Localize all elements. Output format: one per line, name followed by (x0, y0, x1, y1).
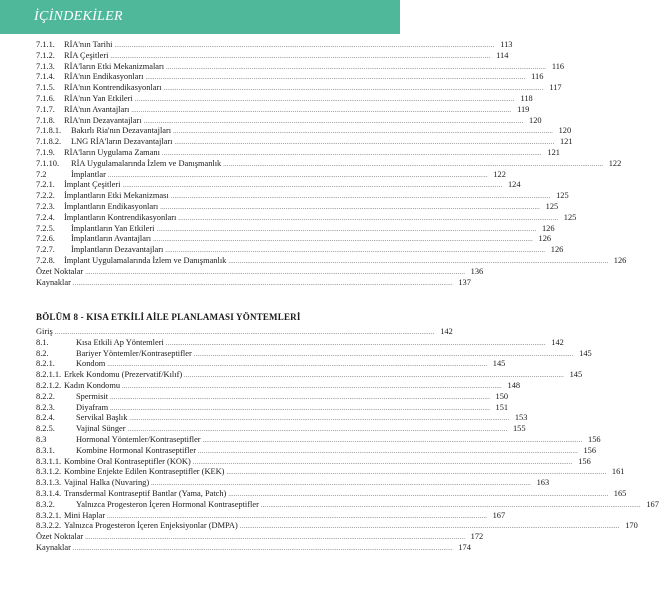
toc-entry-title: Kadın Kondomu (64, 380, 121, 390)
chapter-heading: BÖLÜM 8 - KISA ETKİLİ AİLE PLANLAMASI YÖNTEMLERİ (36, 312, 301, 322)
toc-dot-leader: ........................................................................................................................................................................................................ (107, 172, 488, 179)
toc-dot-leader: ........................................................................................................................................................................................................ (226, 470, 607, 477)
toc-dot-leader: ........................................................................................................................................................................................................ (193, 351, 574, 358)
toc-entry-number: 7.2.2. (36, 191, 55, 201)
toc-entry-title: RİA'nın Endikasyonları (64, 72, 144, 82)
toc-entry-page: 142 (551, 337, 564, 347)
toc-dot-leader: ........................................................................................................................................................................................................ (107, 362, 488, 369)
toc-entry-title: RİA'nın Avantajları (64, 104, 130, 114)
toc-entry-title: Diyafram (76, 402, 109, 412)
toc-entry-page: 121 (547, 147, 560, 157)
toc-entry-title: Bakırlı Ria'nın Dezavantajları (71, 126, 172, 136)
toc-entry-page: 120 (558, 126, 572, 136)
toc-entry-number: 8.2.5. (36, 424, 55, 434)
toc-entry[interactable] (36, 126, 572, 137)
toc-dot-leader: ........................................................................................................................................................................................................ (72, 545, 453, 552)
toc-entry-title: İmplant Çeşitleri (64, 180, 121, 190)
toc-entry-title: İmplantların Yan Etkileri (71, 223, 155, 233)
toc-entry-title: İmplant Uygulamalarında İzlem ve Danışmanlık (64, 255, 227, 265)
toc-dot-leader: ........................................................................................................................................................................................................ (170, 194, 551, 201)
toc-entry[interactable] (36, 424, 526, 435)
toc-entry-page: 113 (500, 40, 513, 49)
toc-entry[interactable] (36, 337, 564, 349)
toc-entry-number: 8.2.4. (36, 413, 55, 423)
toc-entry-page: 156 (578, 456, 591, 466)
toc-entry[interactable] (36, 370, 583, 381)
toc-entry-title: Yalnızca Progesteron İçeren Enjeksiyonlar (DMPA) (64, 521, 238, 531)
toc-entry[interactable] (36, 380, 521, 392)
toc-entry-title: Hormonal Yöntemler/Kontraseptifler (76, 434, 201, 444)
toc-dot-leader: ........................................................................................................................................................................................................ (163, 86, 544, 93)
toc-entry-number: 7.2.4. (36, 212, 55, 222)
toc-entry-number: 8.2.1. (36, 359, 55, 369)
toc-entry-number: 7.1.8. (36, 115, 55, 125)
toc-dot-leader: ........................................................................................................................................................................................................ (127, 427, 508, 434)
toc-dot-leader: ........................................................................................................................................................................................................ (85, 535, 466, 542)
toc-entry[interactable] (36, 277, 471, 289)
toc-entry-number: 7.1.1. (36, 40, 55, 49)
toc-entry[interactable] (36, 266, 484, 278)
toc-entry[interactable] (36, 348, 592, 360)
toc-entry[interactable] (36, 212, 577, 224)
toc-entry-title: LNG RİA'ların Dezavantajları (71, 137, 173, 147)
toc-entry-title: RİA Çeşitleri (64, 50, 109, 60)
toc-entry[interactable] (36, 50, 509, 62)
toc-entry-page: 117 (549, 83, 562, 93)
toc-entry-page: 145 (492, 359, 506, 369)
toc-entry-page: 174 (458, 542, 471, 552)
toc-entry[interactable] (36, 137, 573, 148)
toc-dot-leader: ........................................................................................................................................................................................................ (151, 481, 532, 488)
toc-entry-title: İmplantların Dezavantajları (71, 245, 164, 255)
toc-entry-number: 7.2.7. (36, 245, 55, 255)
toc-entry-page: 122 (608, 158, 622, 168)
toc-entry-title: Kombine Oral Kontraseptifler (KOK) (64, 456, 191, 466)
toc-entry[interactable] (36, 255, 627, 267)
toc-entry[interactable] (36, 478, 550, 489)
toc-entry-title: Kondom (76, 359, 106, 369)
toc-entry[interactable] (36, 180, 521, 191)
toc-entry-title: Özet Noktalar (36, 532, 84, 542)
toc-entry-page: 151 (495, 402, 509, 412)
toc-entry-page: 118 (520, 93, 533, 103)
toc-entry-number: 7.1.10. (36, 158, 60, 168)
toc-entry-title: Vajinal Halka (Nuvaring) (64, 478, 150, 488)
toc-dot-leader: ........................................................................................................................................................................................................ (122, 383, 503, 390)
toc-entry-number: 7.1.2. (36, 50, 55, 60)
toc-entry-page: 153 (514, 413, 528, 423)
toc-entry-number: 8.1. (36, 337, 49, 347)
toc-entry-page: 165 (613, 488, 627, 498)
toc-entry-number: 7.2.5. (36, 223, 55, 233)
toc-entry[interactable] (36, 201, 559, 213)
toc-entry-page: 145 (579, 348, 592, 358)
toc-entry[interactable] (36, 327, 453, 338)
toc-entry-number: 7.1.3. (36, 61, 55, 71)
toc-entry-page: 148 (507, 380, 521, 390)
toc-entry-title: Bariyer Yöntemler/Kontraseptifler (76, 348, 192, 358)
toc-entry-title: Kombine Hormonal Kontraseptifler (76, 445, 197, 455)
toc-entry-number: 8.2.1.2. (36, 380, 62, 390)
toc-entry-number: 7.1.4. (36, 72, 55, 82)
toc-entry[interactable] (36, 434, 601, 446)
toc-dot-leader: ........................................................................................................................................................................................................ (165, 248, 546, 255)
toc-dot-leader: ........................................................................................................................................................................................................ (110, 53, 491, 60)
toc-entry-title: Kombine Enjekte Edilen Kontraseptifler (KEK) (64, 467, 225, 477)
toc-entry-page: 167 (492, 510, 506, 520)
toc-entry[interactable] (36, 245, 564, 256)
toc-entry-number: 7.2.3. (36, 201, 55, 211)
toc-dot-leader: ........................................................................................................................................................................................................ (198, 448, 579, 455)
toc-entry[interactable] (36, 115, 542, 127)
toc-entry-number: 8.3.1.4. (36, 488, 62, 498)
toc-entry[interactable] (36, 40, 513, 51)
toc-entry[interactable] (36, 456, 591, 468)
toc-entry-page: 170 (625, 521, 638, 531)
toc-dot-leader: ........................................................................................................................................................................................................ (156, 226, 537, 233)
toc-entry-page: 150 (495, 391, 509, 401)
toc-dot-leader: ........................................................................................................................................................................................................ (110, 394, 491, 401)
toc-entry-title: Vajinal Sünger (76, 424, 126, 434)
toc-dot-leader: ........................................................................................................................................................................................................ (114, 43, 495, 49)
toc-entry-title: Erkek Kondomu (Prezervatif/Kılıf) (64, 370, 183, 380)
toc-dot-leader: ........................................................................................................................................................................................................ (107, 513, 488, 520)
toc-entry[interactable] (36, 72, 544, 83)
toc-entry-number: 8.3.2.2. (36, 521, 62, 531)
toc-entry[interactable] (36, 169, 506, 181)
toc-entry-page: 136 (470, 266, 484, 276)
toc-dot-leader: ........................................................................................................................................................................................................ (239, 524, 620, 531)
toc-entry-page: 125 (563, 212, 577, 222)
toc-entry-title: RİA'nın Yan Etkileri (64, 93, 133, 103)
toc-dot-leader: ........................................................................................................................................................................................................ (174, 140, 555, 147)
toc-entry-title: Özet Noktalar (36, 266, 84, 276)
toc-entry-title: İmplantların Kontrendikasyonları (64, 212, 177, 222)
toc-entry-title: Kaynaklar (36, 542, 71, 552)
toc-entry[interactable] (36, 413, 528, 424)
toc-section-2 (36, 327, 659, 554)
toc-entry-number: 7.1.9. (36, 147, 55, 157)
toc-entry[interactable] (36, 147, 560, 159)
toc-entry-title: RİA'nın Tarihi (64, 40, 113, 49)
toc-entry-title: Servikal Başlık (76, 413, 128, 423)
toc-dot-leader: ........................................................................................................................................................................................................ (160, 204, 541, 211)
toc-entry-title: RİA'ların Uygulama Zamanı (64, 147, 160, 157)
toc-entry-title: İmplantların Endikasyonları (64, 201, 159, 211)
toc-dot-leader: ........................................................................................................................................................................................................ (161, 150, 542, 157)
toc-entry-page: 145 (569, 370, 583, 380)
toc-entry-page: 137 (458, 277, 471, 287)
toc-entry-number: 7.2.6. (36, 234, 55, 244)
toc-entry-page: 126 (613, 255, 627, 265)
toc-entry[interactable] (36, 467, 625, 478)
toc-entry[interactable] (36, 359, 506, 370)
toc-entry-title: İmplantların Avantajları (71, 234, 152, 244)
toc-entry-title: RİA'nın Kontrendikasyonları (64, 83, 162, 93)
toc-entry-page: 125 (556, 191, 569, 201)
toc-entry-title: RİA Uygulamalarında İzlem ve Danışmanlık (71, 158, 222, 168)
toc-entry-number: 7.1.8.1. (36, 126, 62, 136)
toc-entry-title: Giriş (36, 327, 53, 336)
toc-dot-leader: ........................................................................................................................................................................................................ (178, 215, 559, 222)
toc-dot-leader: ........................................................................................................................................................................................................ (260, 502, 641, 509)
toc-entry-page: 142 (440, 327, 453, 336)
toc-dot-leader: ........................................................................................................................................................................................................ (202, 437, 583, 444)
toc-entry-page: 156 (583, 445, 597, 455)
toc-dot-leader: ........................................................................................................................................................................................................ (173, 129, 554, 136)
toc-entry-page: 124 (507, 180, 521, 190)
toc-entry-page: 172 (470, 532, 484, 542)
toc-entry-number: 8.3 (36, 434, 47, 444)
toc-entry-number: 8.3.2. (36, 499, 55, 509)
toc-dot-leader: ........................................................................................................................................................................................................ (192, 459, 573, 466)
toc-entry[interactable] (36, 93, 533, 105)
toc-entry[interactable] (36, 510, 506, 522)
toc-entry-page: 167 (646, 499, 659, 509)
toc-entry-number: 8.2.3. (36, 402, 55, 412)
toc-dot-leader: ........................................................................................................................................................................................................ (223, 161, 604, 168)
toc-entry-number: 7.2 (36, 169, 47, 179)
toc-entry-number: 8.2.1.1. (36, 370, 62, 380)
toc-entry-page: 126 (550, 245, 564, 255)
toc-entry[interactable] (36, 445, 597, 457)
page-title: İÇİNDEKİLER (34, 9, 123, 24)
toc-entry-page: 156 (588, 434, 601, 444)
toc-dot-leader: ........................................................................................................................................................................................................ (184, 373, 565, 380)
toc-entry-title: Yalnızca Progesteron İçeren Hormonal Kontraseptifler (76, 499, 259, 509)
toc-entry-title: Kısa Etkili Ap Yöntemleri (76, 337, 164, 347)
toc-entry[interactable] (36, 499, 659, 511)
toc-entry[interactable] (36, 488, 627, 500)
toc-entry-number: 7.1.8.2. (36, 137, 62, 147)
toc-entry-number: 7.1.6. (36, 93, 55, 103)
toc-dot-leader: ........................................................................................................................................................................................................ (166, 64, 547, 71)
header-bar (0, 0, 400, 34)
toc-entry[interactable] (36, 542, 471, 554)
toc-entry-page: 163 (536, 478, 550, 488)
toc-entry-page: 121 (559, 137, 573, 147)
toc-entry-title: RİA'ların Etki Mekanizmaları (64, 61, 165, 71)
toc-entry[interactable] (36, 223, 555, 235)
toc-entry-title: Spermisit (76, 391, 109, 401)
toc-entry-number: 8.3.2.1. (36, 510, 62, 520)
toc-dot-leader: ........................................................................................................................................................................................................ (228, 491, 609, 498)
toc-entry-page: 119 (517, 104, 530, 114)
toc-entry[interactable] (36, 402, 509, 414)
toc-entry-page: 155 (512, 424, 526, 434)
toc-entry-title: Kaynaklar (36, 277, 71, 287)
toc-entry-number: 8.3.1.3. (36, 478, 62, 488)
toc-dot-leader: ........................................................................................................................................................................................................ (165, 340, 546, 347)
toc-entry-page: 120 (529, 115, 542, 125)
toc-entry-number: 8.2.2. (36, 391, 55, 401)
toc-entry-title: RİA'nın Dezavantajları (64, 115, 142, 125)
toc-dot-leader: ........................................................................................................................................................................................................ (143, 118, 524, 125)
toc-entry-page: 116 (551, 61, 565, 71)
toc-entry[interactable] (36, 234, 552, 245)
toc-dot-leader: ........................................................................................................................................................................................................ (72, 280, 453, 287)
toc-entry-number: 8.2. (36, 348, 49, 358)
toc-dot-leader: ........................................................................................................................................................................................................ (122, 183, 503, 190)
toc-dot-leader: ........................................................................................................................................................................................................ (228, 258, 609, 265)
toc-dot-leader: ........................................................................................................................................................................................................ (134, 96, 515, 103)
toc-entry-title: İmplantların Etki Mekanizması (64, 191, 169, 201)
toc-entry-number: 8.3.1. (36, 445, 55, 455)
toc-entry-page: 122 (493, 169, 506, 179)
toc-entry-page: 126 (538, 234, 552, 244)
toc-entry-number: 8.3.1.1. (36, 456, 62, 466)
toc-dot-leader: ........................................................................................................................................................................................................ (110, 405, 491, 412)
toc-entry[interactable] (36, 83, 562, 94)
toc-entry-page: 116 (531, 72, 544, 82)
toc-entry[interactable] (36, 104, 530, 116)
toc-entry-title: Transdermal Kontraseptif Bantlar (Yama, Patch) (64, 488, 227, 498)
toc-dot-leader: ........................................................................................................................................................................................................ (145, 75, 526, 82)
toc-entry[interactable] (36, 61, 565, 73)
toc-entry[interactable] (36, 158, 622, 170)
toc-entry[interactable] (36, 391, 509, 403)
toc-entry-page: 114 (496, 50, 509, 60)
toc-entry-number: 7.1.5. (36, 83, 55, 93)
toc-entry-number: 7.2.1. (36, 180, 55, 190)
toc-dot-leader: ........................................................................................................................................................................................................ (153, 237, 534, 244)
toc-entry[interactable] (36, 191, 569, 202)
toc-entry[interactable] (36, 532, 484, 543)
toc-entry-number: 7.1.7. (36, 104, 55, 114)
toc-entry-title: Mini Haplar (64, 510, 106, 520)
toc-entry[interactable] (36, 521, 638, 532)
toc-entry-number: 7.2.8. (36, 255, 55, 265)
toc-entry-page: 161 (611, 467, 625, 477)
toc-entry-number: 8.3.1.2. (36, 467, 62, 477)
toc-entry-page: 125 (545, 201, 559, 211)
toc-dot-leader: ........................................................................................................................................................................................................ (129, 416, 510, 423)
toc-dot-leader: ........................................................................................................................................................................................................ (131, 107, 512, 114)
toc-entry-page: 126 (541, 223, 555, 233)
toc-dot-leader: ........................................................................................................................................................................................................ (85, 269, 466, 276)
toc-entry-title: İmplantlar (71, 169, 106, 179)
toc-dot-leader: ........................................................................................................................................................................................................ (54, 330, 435, 336)
toc-section-1 (36, 40, 627, 288)
